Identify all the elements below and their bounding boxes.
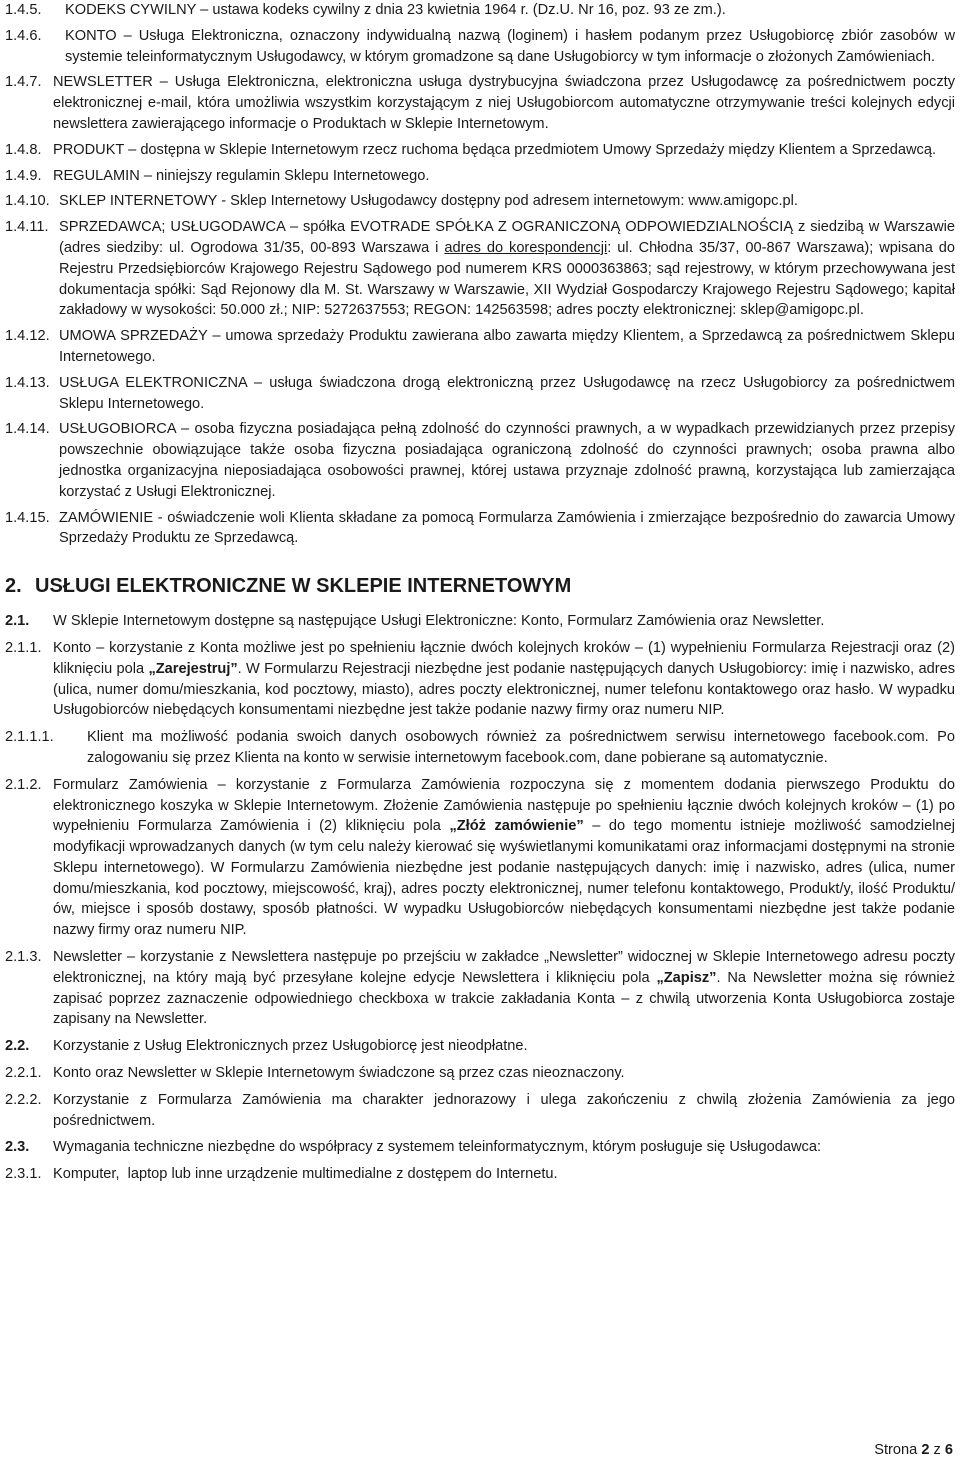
clause-text: UMOWA SPRZEDAŻY – umowa sprzedaży Produktu zawierana albo zawarta między Klientem, a Sprzedawcą za pośrednictwem Sklepu Internetowego. <box>59 328 955 365</box>
definition-usluga-elektroniczna <box>5 373 955 415</box>
section-number: 2. <box>5 575 22 598</box>
clause-text: Komputer, laptop lub inne urządzenie multimedialne z dostępem do Internetu. <box>53 1166 558 1183</box>
bold-text: „Zarejestruj” <box>148 660 238 677</box>
clause-text: PRODUKT – dostępna w Sklepie Internetowym rzecz ruchoma będąca przedmiotem Umowy Sprzedaży między Klientem a Sprzedawcą. <box>53 141 937 158</box>
clause-number: 2.1. <box>5 613 30 630</box>
page-number: Strona 2 z 6 <box>874 1442 953 1458</box>
clause-2-1-1 <box>5 638 955 721</box>
clause-number: 1.4.8. <box>5 141 42 158</box>
section-heading <box>5 573 955 599</box>
definition-newsletter <box>5 72 955 134</box>
definition-uslugobiorca <box>5 419 955 502</box>
clause-number: 1.4.5. <box>5 2 42 18</box>
clause-number: 1.4.11. <box>5 219 49 236</box>
clause-text: USŁUGOBIORCA – osoba fizyczna posiadająca pełną zdolność do czynności prawnych, a w wypadkach przewidzianych przez przepisy powszechnie obowiązujące także osoba fizyczna posiadająca ograniczoną zdolność do czynności prawnych; osoba prawna albo jednostka organizacyjna nieposiadająca osobowości prawnej, której ustawa przyznaje zdolność prawną, korzystająca lub zamierzająca korzystać z Usługi Elektronicznej. <box>59 421 955 500</box>
clause-2-1-1-1 <box>5 727 955 769</box>
clause-number: 2.1.3. <box>5 949 42 966</box>
clause-2-3 <box>5 1137 955 1158</box>
clause-number: 1.4.10. <box>5 193 50 210</box>
definition-regulamin <box>5 166 955 187</box>
clause-2-2 <box>5 1036 955 1057</box>
clause-number: 1.4.13. <box>5 374 50 391</box>
clause-text: SKLEP INTERNETOWY - Sklep Internetowy Usługodawcy dostępny pod adresem internetowym: www.amigopc.pl. <box>59 193 798 210</box>
clause-text: Klient ma możliwość podania swoich danych osobowych również za pośrednictwem serwisu internetowego facebook.com. Po zalogowaniu się przez Klienta na konto w serwisie internetowym facebook.com, dane pobierane są automatycznie. <box>87 729 955 766</box>
clause-text: KODEKS CYWILNY – ustawa kodeks cywilny z dnia 23 kwietnia 1964 r. (Dz.U. Nr 16, poz. 93 ze zm.). <box>65 2 726 18</box>
clause-number: 2.1.2. <box>5 776 42 793</box>
definition-kodeks-cywilny <box>5 0 955 21</box>
clause-number: 2.3.1. <box>5 1166 42 1183</box>
clause-text: W Sklepie Internetowym dostępne są następujące Usługi Elektroniczne: Konto, Formularz Zamówienia oraz Newsletter. <box>53 613 825 630</box>
clause-2-1-3 <box>5 947 955 1030</box>
clause-number: 1.4.6. <box>5 27 42 44</box>
clause-number: 2.3. <box>5 1139 30 1156</box>
clause-number: 2.1.1. <box>5 639 42 656</box>
clause-number: 2.2.2. <box>5 1091 42 1108</box>
clause-text: SPRZEDAWCA; USŁUGODAWCA – spółka EVOTRADE SPÓŁKA Z OGRANICZONĄ ODPOWIEDZIALNOŚCIĄ z siedzibą w Warszawie (adres siedziby: ul. Ogrodowa 31/35, 00-893 Warszawa i adres do korespondencji: ul. Chłodna 35/37, 00-867 Warszawa); wpisana do Rejestru Przedsiębiorców Krajowego Rejestru Sądowego pod numerem KRS 0000363863; sąd rejestrowy, w którym przechowywana jest dokumentacja spółki: Sąd Rejonowy dla M. St. Warszawy w Warszawie, XII Wydział Gospodarczy Krajowego Rejestru Sądowego; kapitał zakładowy w wysokości: 50.000 zł.; NIP: 5272637553; REGON: 142563598; adres poczty elektronicznej: sklep@amigopc.pl. <box>59 219 956 319</box>
clause-number: 1.4.14. <box>5 421 50 438</box>
clause-text: Formularz Zamówienia – korzystanie z Formularza Zamówienia rozpoczyna się z momentem dodania pierwszego Produktu do elektronicznego koszyka w Sklepie Internetowym. Złożenie Zamówienia następuje po spełnieniu łącznie dwóch kolejnych kroków – (1) po wypełnieniu Formularza Zamówienia i (2) kliknięciu pola „Złóż zamówienie” – do tego momentu istnieje możliwość samodzielnej modyfikacji wprowadzanych danych (w tym celu należy kierować się wyświetlanymi komunikatami oraz informacjami dostępnymi na stronie Sklepu internetowego). W Formularzu Zamówienia niezbędne jest podanie następujących danych: imię i nazwisko, adres (ulica, numer domu/mieszkania, kod pocztowy, miejscowość, kraj), adres poczty elektronicznej, numer telefonu kontaktowego, Produkt/y, ilość Produktu/ów, miejsce i sposób dostawy, sposób płatności. W wypadku Usługobiorców niebędących konsumentami niezbędne jest także podanie nazwy firmy oraz numeru NIP. <box>53 776 955 939</box>
definition-umowa-sprzedazy <box>5 326 955 368</box>
clause-number: 2.2.1. <box>5 1065 42 1082</box>
clause-2-1 <box>5 611 955 632</box>
clause-text: KONTO – Usługa Elektroniczna, oznaczony indywidualną nazwą (loginem) i hasłem podanym przez Usługobiorcę zbiór zasobów w systemie teleinformatycznym Usługodawcy, w którym gromadzone są dane Usługobiorcy w tym informacje o złożonych Zamówieniach. <box>65 27 955 65</box>
clause-text: Konto – korzystanie z Konta możliwe jest po spełnieniu łącznie dwóch kolejnych kroków – (1) wypełnieniu Formularza Rejestracji oraz (2) kliknięciu pola „Zarejestruj”. W Formularzu Rejestracji niezbędne jest podanie następujących danych Usługobiorcy: imię i nazwisko, adres (ulica, numer domu/mieszkania, kod pocztowy, miasto), adres poczty elektronicznej, numer telefonu kontaktowego oraz hasło. W wypadku Usługobiorców niebędących konsumentami niezbędne jest także podanie nazwy firmy oraz numeru NIP. <box>53 639 955 719</box>
definition-sprzedawca <box>5 217 955 321</box>
clause-number: 1.4.7. <box>5 74 42 91</box>
clause-text: Wymagania techniczne niezbędne do współpracy z systemem teleinformatycznym, którym posługuje się Usługodawca: <box>53 1139 822 1156</box>
definition-produkt <box>5 140 955 161</box>
clause-2-1-2 <box>5 775 955 941</box>
definition-konto <box>5 26 955 68</box>
clause-number: 1.4.9. <box>5 167 42 184</box>
underlined-text: adres do korespondencji <box>444 239 608 256</box>
clause-text: Newsletter – korzystanie z Newslettera następuje po przejściu w zakładce „Newsletter” widocznej w Sklepie Internetowego adresu poczty elektronicznej, na który mają być przesyłane kolejne edycje Newslettera i kliknięciu pola „Zapisz”. Na Newsletter można się również zapisać poprzez zaznaczenie odpowiedniego checkboxa w trakcie zakładania Konta – z chwilą utworzenia Konta Usługobiorca zostaje zapisany na Newsletter. <box>53 949 955 1028</box>
document-page <box>5 0 955 1191</box>
clause-text: Korzystanie z Usług Elektronicznych przez Usługobiorcę jest nieodpłatne. <box>53 1038 528 1055</box>
bold-text: „Złóż zamówienie” <box>449 818 584 835</box>
clause-2-2-2 <box>5 1090 955 1132</box>
clause-text: REGULAMIN – niniejszy regulamin Sklepu Internetowego. <box>53 167 430 184</box>
section-title: USŁUGI ELEKTRONICZNE W SKLEPIE INTERNETOWYM <box>35 575 572 598</box>
clause-2-2-1 <box>5 1063 955 1084</box>
bold-text: „Zapisz” <box>656 969 717 986</box>
clause-2-3-1 <box>5 1164 955 1185</box>
clause-number: 1.4.15. <box>5 509 50 526</box>
clause-text: Konto oraz Newsletter w Sklepie Internetowym świadczone są przez czas nieoznaczony. <box>53 1065 625 1082</box>
clause-text: ZAMÓWIENIE - oświadczenie woli Klienta składane za pomocą Formularza Zamówienia i zmierzające bezpośrednio do zawarcia Umowy Sprzedaży Produktu ze Sprzedawcą. <box>59 509 955 547</box>
clause-number: 2.2. <box>5 1038 30 1055</box>
clause-text: NEWSLETTER – Usługa Elektroniczna, elektroniczna usługa dystrybucyjna świadczona przez Usługodawcę za pośrednictwem poczty elektronicznej e-mail, która umożliwia wszystkim korzystającym z niej Usługobiorcom automatyczne otrzymywanie treści kolejnych edycji newslettera zawierającego informacje o Produktach w Sklepie Internetowym. <box>53 74 955 132</box>
clause-text: USŁUGA ELEKTRONICZNA – usługa świadczona drogą elektroniczną przez Usługodawcę na rzecz Usługobiorcy za pośrednictwem Sklepu Internetowego. <box>59 374 955 412</box>
clause-number: 1.4.12. <box>5 328 50 345</box>
definition-zamowienie <box>5 508 955 550</box>
clause-number: 2.1.1.1. <box>5 729 54 746</box>
definition-sklep-internetowy <box>5 191 955 212</box>
clause-text: Korzystanie z Formularza Zamówienia ma charakter jednorazowy i ulega zakończeniu z chwilą złożenia Zamówienia za jego pośrednictwem. <box>53 1091 955 1129</box>
